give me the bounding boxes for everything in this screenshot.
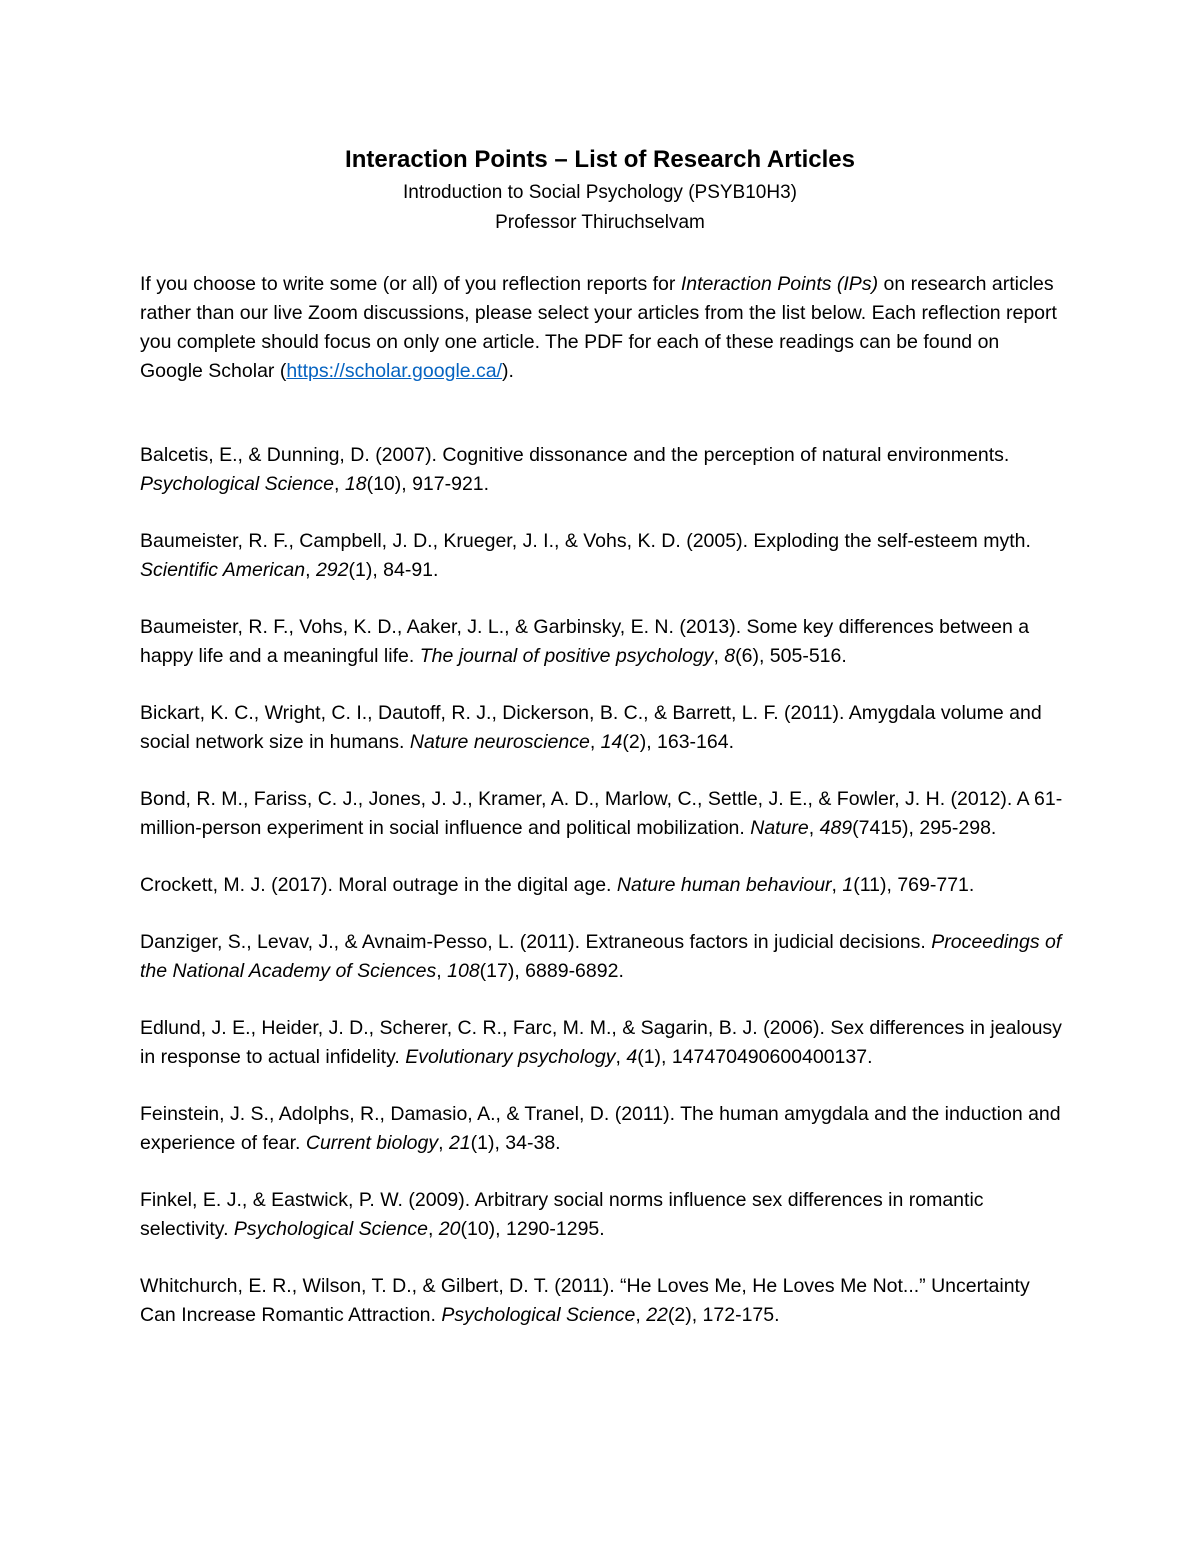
reference-journal: Proceedings of the National Academy of Sciences bbox=[140, 931, 1062, 982]
reference-pages: (1), 34-38. bbox=[470, 1132, 561, 1154]
reference-pages: (7415), 295-298. bbox=[852, 817, 997, 839]
reference-journal: Nature bbox=[750, 817, 809, 839]
intro-italic-term: Interaction Points (IPs) bbox=[680, 273, 879, 295]
reference-pages: (1), 84-91. bbox=[348, 559, 439, 581]
reference-item bbox=[140, 1186, 1065, 1244]
reference-journal: The journal of positive psychology bbox=[419, 645, 714, 667]
reference-list bbox=[140, 441, 1065, 1358]
reference-separator: , bbox=[831, 874, 843, 896]
reference-separator: , bbox=[436, 960, 448, 982]
reference-citation: Baumeister, R. F., Vohs, K. D., Aaker, J. L., & Garbinsky, E. N. (2013). Some key differences between a happy life and a meaningful life. bbox=[140, 616, 1030, 667]
reference-item bbox=[140, 785, 1065, 843]
reference-separator: , bbox=[615, 1046, 627, 1068]
reference-volume: 20 bbox=[438, 1218, 461, 1240]
reference-pages: (1), 147470490600400137. bbox=[637, 1046, 873, 1068]
reference-citation: Bickart, K. C., Wright, C. I., Dautoff, R. J., Dickerson, B. C., & Barrett, L. F. (2011). Amygdala volume and social network size in humans. bbox=[140, 702, 1042, 753]
reference-item bbox=[140, 1272, 1065, 1330]
reference-citation: Crockett, M. J. (2017). Moral outrage in the digital age. bbox=[140, 874, 617, 896]
reference-separator: , bbox=[305, 559, 316, 581]
reference-volume: 8 bbox=[724, 645, 736, 667]
reference-pages: (2), 172-175. bbox=[667, 1304, 780, 1326]
intro-paragraph bbox=[140, 270, 1065, 386]
reference-pages: (10), 917-921. bbox=[366, 473, 490, 495]
reference-journal: Evolutionary psychology bbox=[405, 1046, 616, 1068]
reference-journal: Psychological Science bbox=[140, 473, 335, 495]
google-scholar-link[interactable]: https://scholar.google.ca/ bbox=[286, 360, 503, 382]
reference-volume: 108 bbox=[447, 960, 480, 982]
reference-item bbox=[140, 441, 1065, 499]
intro-text-middle: on research articles rather than our live Zoom discussions, please select your articles from the list below. Each reflection report you complete should focus on only one article. The PDF for each of these readings can be found on Google Scholar ( bbox=[140, 273, 1057, 382]
reference-volume: 1 bbox=[842, 874, 854, 896]
reference-pages: (11), 769-771. bbox=[853, 874, 975, 896]
reference-journal: Nature neuroscience bbox=[409, 731, 590, 753]
reference-item bbox=[140, 699, 1065, 757]
reference-citation: Edlund, J. E., Heider, J. D., Scherer, C. R., Farc, M. M., & Sagarin, B. J. (2006). Sex differences in jealousy in response to actual infidelity. bbox=[140, 1017, 1062, 1068]
reference-separator: , bbox=[635, 1304, 647, 1326]
reference-journal: Current biology bbox=[305, 1132, 439, 1154]
document-header bbox=[0, 142, 1200, 238]
reference-pages: (17), 6889-6892. bbox=[479, 960, 624, 982]
reference-journal: Scientific American bbox=[140, 559, 306, 581]
reference-item bbox=[140, 613, 1065, 671]
reference-volume: 18 bbox=[344, 473, 367, 495]
reference-separator: , bbox=[808, 817, 820, 839]
reference-citation: Finkel, E. J., & Eastwick, P. W. (2009). Arbitrary social norms influence sex differences in romantic selectivity. bbox=[140, 1189, 984, 1240]
reference-item bbox=[140, 1014, 1065, 1072]
course-name: Introduction to Social Psychology (PSYB10H3) bbox=[403, 182, 797, 203]
reference-journal: Nature human behaviour bbox=[616, 874, 832, 896]
reference-journal: Psychological Science bbox=[441, 1304, 636, 1326]
reference-volume: 489 bbox=[819, 817, 853, 839]
reference-volume: 292 bbox=[315, 559, 349, 581]
reference-citation: Baumeister, R. F., Campbell, J. D., Krueger, J. I., & Vohs, K. D. (2005). Exploding the self-esteem myth. bbox=[140, 530, 1031, 552]
reference-citation: Bond, R. M., Fariss, C. J., Jones, J. J., Kramer, A. D., Marlow, C., Settle, J. E., & Fowler, J. H. (2012). A 61-million-person experiment in social influence and political mobilization. bbox=[140, 788, 1063, 839]
reference-citation: Feinstein, J. S., Adolphs, R., Damasio, A., & Tranel, D. (2011). The human amygdala and the induction and experience of fear. bbox=[140, 1103, 1061, 1154]
reference-separator: , bbox=[589, 731, 601, 753]
reference-separator: , bbox=[438, 1132, 449, 1154]
reference-item bbox=[140, 1100, 1065, 1158]
reference-volume: 22 bbox=[646, 1304, 668, 1326]
document-title: Interaction Points – List of Research Articles bbox=[345, 146, 855, 173]
reference-item bbox=[140, 871, 1065, 900]
reference-pages: (6), 505-516. bbox=[735, 645, 847, 667]
reference-pages: (2), 163-164. bbox=[622, 731, 735, 753]
reference-separator: , bbox=[427, 1218, 439, 1240]
reference-journal: Psychological Science bbox=[233, 1218, 428, 1240]
reference-citation: Whitchurch, E. R., Wilson, T. D., & Gilbert, D. T. (2011). “He Loves Me, He Loves Me Not...” Uncertainty Can Increase Romantic Attraction. bbox=[140, 1275, 1030, 1326]
reference-volume: 21 bbox=[448, 1132, 471, 1154]
intro-text-start: If you choose to write some (or all) of you reflection reports for bbox=[140, 273, 681, 295]
reference-pages: (10), 1290-1295. bbox=[460, 1218, 605, 1240]
intro-text-end: ). bbox=[502, 360, 514, 382]
reference-item bbox=[140, 527, 1065, 585]
reference-volume: 4 bbox=[626, 1046, 638, 1068]
reference-volume: 14 bbox=[600, 731, 623, 753]
professor-name: Professor Thiruchselvam bbox=[495, 212, 705, 233]
reference-citation: Balcetis, E., & Dunning, D. (2007). Cognitive dissonance and the perception of natural environments. bbox=[140, 444, 1010, 466]
reference-separator: , bbox=[713, 645, 725, 667]
reference-citation: Danziger, S., Levav, J., & Avnaim-Pesso, L. (2011). Extraneous factors in judicial decisions. bbox=[140, 931, 932, 953]
reference-separator: , bbox=[334, 473, 345, 495]
reference-item bbox=[140, 928, 1065, 986]
